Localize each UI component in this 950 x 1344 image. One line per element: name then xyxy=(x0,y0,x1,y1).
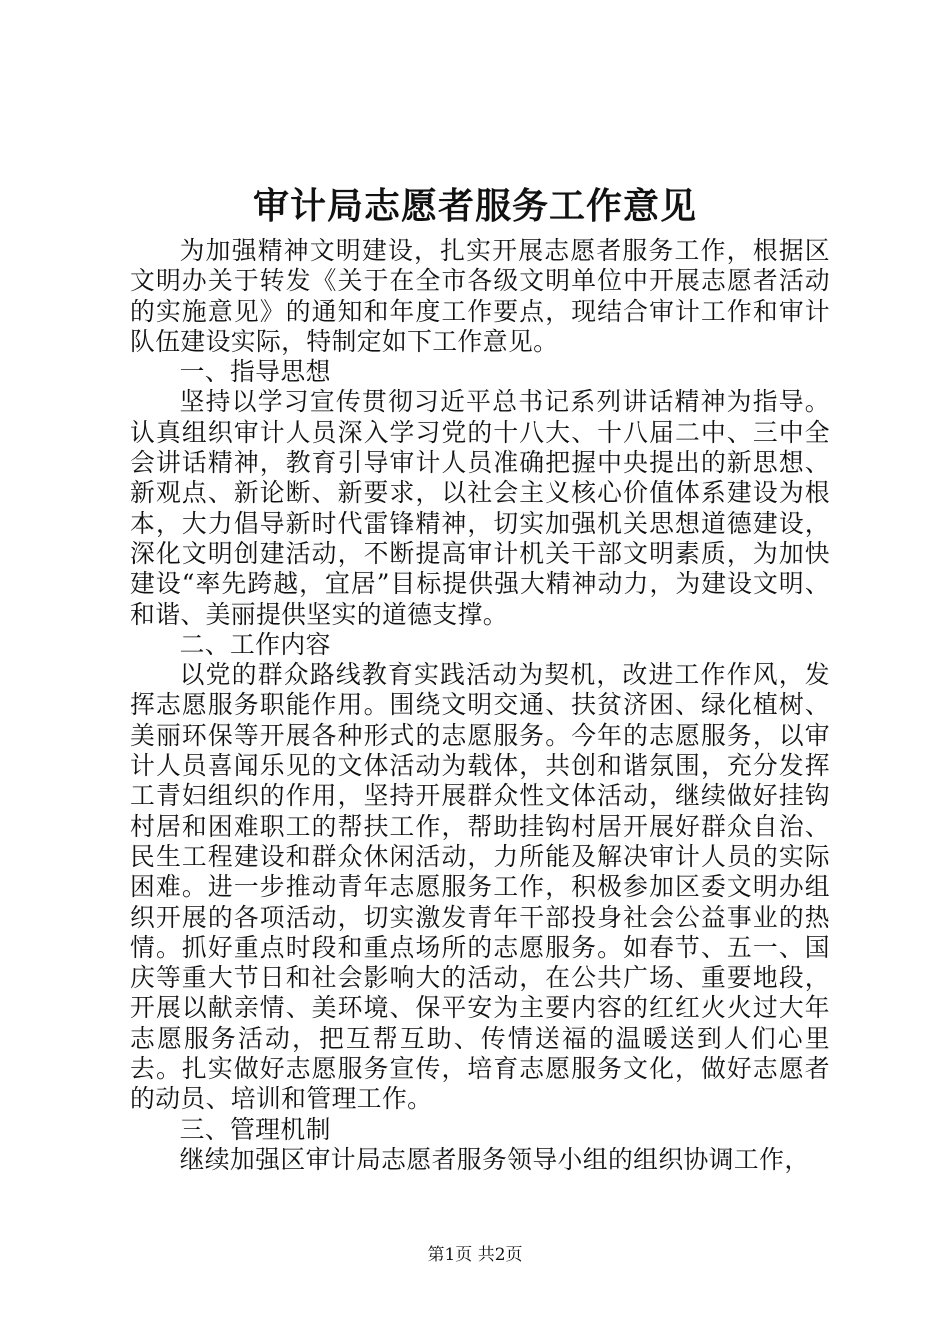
section-heading-guiding-ideology: 一、指导思想 xyxy=(179,357,331,387)
page-number-current: 第1页 xyxy=(427,1245,473,1265)
section-body-guiding-ideology: 坚持以学习宣传贯彻习近平总书记系列讲话精神为指导。认真组织审计人员深入学习党的十八大、十八届二中、三中全会讲话精神，教育引导审计人员准确把握中央提出的新思想、新观点、新论断、新要求，以社会主义核心价值体系建设为根本，大力倡导新时代雷锋精神，切实加强机关思想道德建设，深化文明创建活动，不断提高审计机关干部文明素质，为加快建设“率先跨越，宜居”目标提供强大精神动力，为建设文明、和谐、美丽提供坚实的道德支撑。 xyxy=(130,387,830,629)
section-heading-work-content: 二、工作内容 xyxy=(179,629,331,659)
page-footer xyxy=(0,1244,950,1266)
document-body xyxy=(130,236,830,1175)
intro-paragraph: 为加强精神文明建设，扎实开展志愿者服务工作，根据区文明办关于转发《关于在全市各级文明单位中开展志愿者活动的实施意见》的通知和年度工作要点，现结合审计工作和审计队伍建设实际，特制定如下工作意见。 xyxy=(130,236,830,356)
page-title: 审计局志愿者服务工作意见 xyxy=(252,185,697,227)
section-body-management-mechanism: 继续加强区审计局志愿者服务领导小组的组织协调工作， xyxy=(179,1144,810,1174)
section-body-work-content: 以党的群众路线教育实践活动为契机，改进工作作风，发挥志愿服务职能作用。围绕文明交通、扶贫济困、绿化植树、美丽环保等开展各种形式的志愿服务。今年的志愿服务，以审计人员喜闻乐见的文体活动为载体，共创和谐氛围，充分发挥工青妇组织的作用，坚持开展群众性文体活动，继续做好挂钩村居和困难职工的帮扶工作，帮助挂钩村居开展好群众自治、民生工程建设和群众休闲活动，力所能及解决审计人员的实际困难。进一步推动青年志愿服务工作，积极参加区委文明办组织开展的各项活动，切实激发青年干部投身社会公益事业的热情。抓好重点时段和重点场所的志愿服务。如春节、五一、国庆等重大节日和社会影响大的活动，在公共广场、重要地段，开展以献亲情、美环境、保平安为主要内容的红红火火过大年志愿服务活动，把互帮互助、传情送福的温暖送到人们心里去。扎实做好志愿服务宣传，培育志愿服务文化，做好志愿者的动员、培训和管理工作。 xyxy=(130,660,830,1114)
section-heading-management-mechanism: 三、管理机制 xyxy=(179,1114,331,1144)
page-number-total: 共2页 xyxy=(477,1245,523,1265)
